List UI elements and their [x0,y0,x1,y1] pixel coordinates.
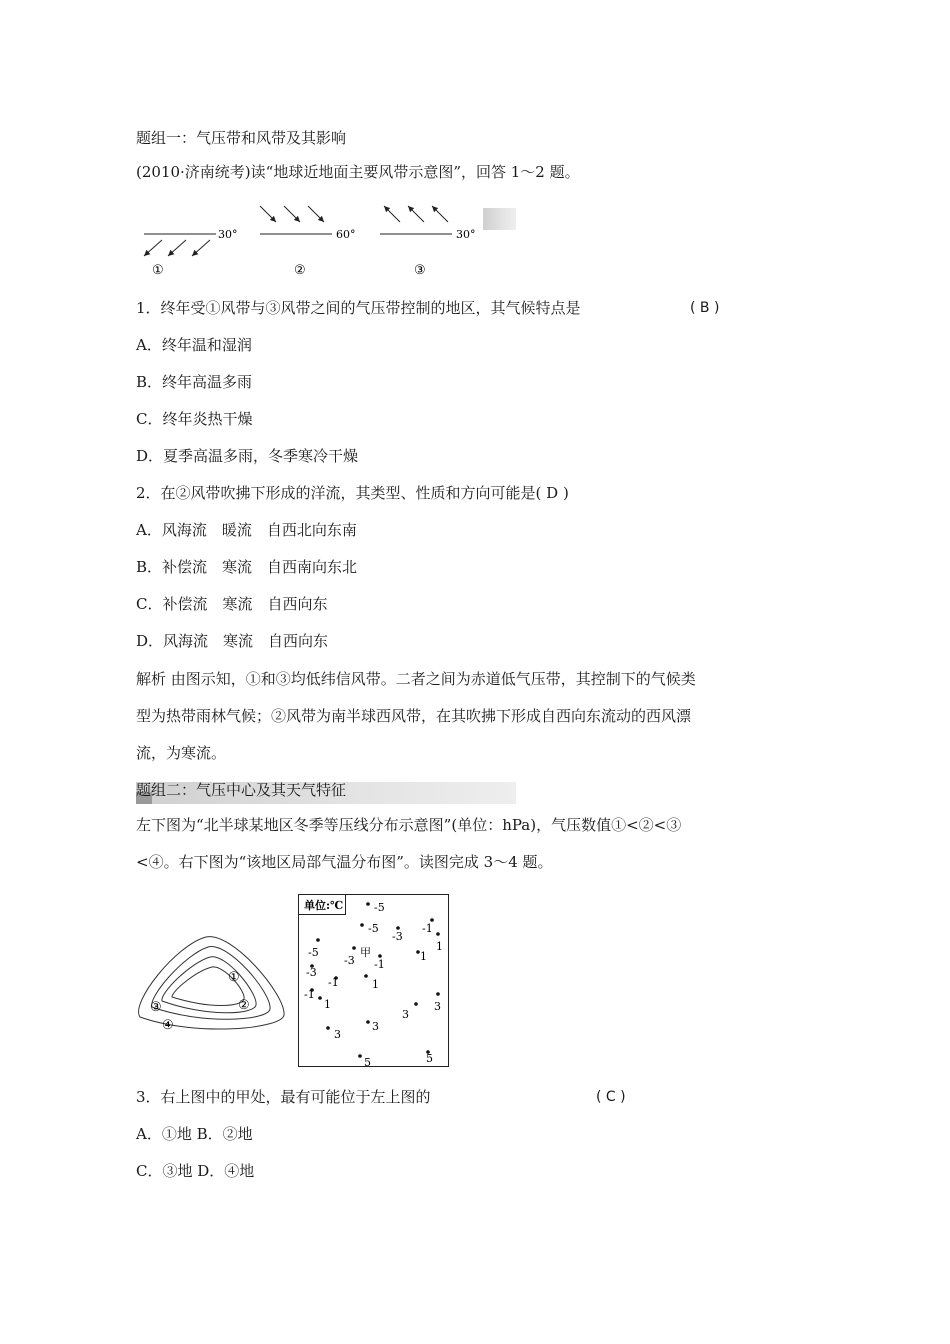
group2-intro-line-2: <④。右下图为“该地区局部气温分布图”。读图完成 3～4 题。 [136,853,553,871]
q3-stem: 3．右上图中的甲处，最有可能位于左上图的 [136,1088,431,1106]
group2-title: 题组二：气压中心及其天气特征 [136,781,347,799]
temp-point-value: -1 [304,988,315,1001]
temp-point-value: -1 [374,958,385,971]
point-jia-label: 甲 [360,946,371,959]
temp-point-value: -3 [306,966,317,979]
q3-options-line-2: C．③地 D．④地 [136,1162,255,1180]
temperature-figure [298,894,450,1068]
marker-3: ③ [414,263,426,278]
temp-point-value: 3 [402,1008,409,1021]
temp-point-value: 1 [436,940,443,953]
q3-answer: ( C ) [596,1089,626,1105]
q2-option-b: B．补偿流 寒流 自西南向东北 [136,558,358,576]
temp-point-value: 1 [324,998,331,1011]
temp-unit-label: 单位:℃ [304,899,344,912]
isobar-marker-2: ② [238,998,250,1013]
temp-point-dot [364,974,368,978]
temp-point-value: 1 [372,978,379,991]
source-line: (2010·济南统考)读“地球近地面主要风带示意图”，回答 1～2 题。 [136,163,580,181]
analysis-line-1: 解析 由图示知，①和③均低纬信风带。二者之间为赤道低气压带，其控制下的气候类 [136,670,696,688]
temp-point-value: 5 [426,1052,433,1065]
q2-option-c: C．补偿流 寒流 自西向东 [136,595,328,613]
temp-point-value: -5 [308,946,319,959]
temp-point-dot [366,1020,370,1024]
temp-point-value: -5 [374,901,385,914]
lat-label-1: 30° [218,228,238,241]
isobar-marker-4: ④ [162,1018,174,1033]
temp-point-dot [366,902,370,906]
analysis-line-3: 流，为寒流。 [136,744,227,762]
temp-point-dot [326,1026,330,1030]
temp-point-dot [358,1054,362,1058]
temp-point-value: 3 [372,1020,379,1033]
q1-option-d: D．夏季高温多雨，冬季寒冷干燥 [136,447,359,465]
q1-answer: ( B ) [690,300,720,316]
temp-point-value: 1 [420,950,427,963]
temp-point-value: 3 [334,1028,341,1041]
temp-point-dot [318,996,322,1000]
marker-2: ② [294,263,306,278]
lat-label-3: 30° [456,228,476,241]
temp-point-value: -1 [422,922,433,935]
wind-belt-figure [136,198,496,280]
q2-option-a: A．风海流 暖流 自西北向东南 [136,521,357,539]
isobar-marker-3: ③ [150,1000,162,1015]
lat-label-2: 60° [336,228,356,241]
analysis-line-2: 型为热带雨林气候；②风带为南半球西风带，在其吹拂下形成自西向东流动的西风漂 [136,707,692,725]
temp-point-dot [316,938,320,942]
temp-point-value: 5 [364,1056,371,1068]
q1-option-b: B．终年高温多雨 [136,373,253,391]
q2-stem: 2．在②风带吹拂下形成的洋流，其类型、性质和方向可能是( D ) [136,484,569,502]
temp-point-value: -3 [392,930,403,943]
q1-option-a: A．终年温和湿润 [136,336,252,354]
temp-point-dot [352,946,356,950]
temp-point-value: -5 [368,922,379,935]
group1-title: 题组一：气压带和风带及其影响 [136,129,347,147]
temp-point-value: -3 [344,954,355,967]
temp-point-dot [414,1002,418,1006]
q1-option-c: C．终年炎热干燥 [136,410,253,428]
q1-stem: 1．终年受①风带与③风带之间的气压带控制的地区，其气候特点是 [136,299,581,317]
isobar-figure [136,925,296,1035]
marker-1: ① [152,263,164,278]
temp-point-value: -1 [328,976,339,989]
q3-options-line-1: A．①地 B．②地 [136,1125,253,1143]
isobar-marker-1: ① [228,970,240,985]
group2-intro-line-1: 左下图为“北半球某地区冬季等压线分布示意图”(单位：hPa)，气压数值①<②<③ [136,816,682,834]
q2-option-d: D．风海流 寒流 自西向东 [136,632,329,650]
temp-point-dot [436,932,440,936]
temp-point-dot [360,923,364,927]
temp-point-dot [436,992,440,996]
temp-point-value: 3 [434,1000,441,1013]
